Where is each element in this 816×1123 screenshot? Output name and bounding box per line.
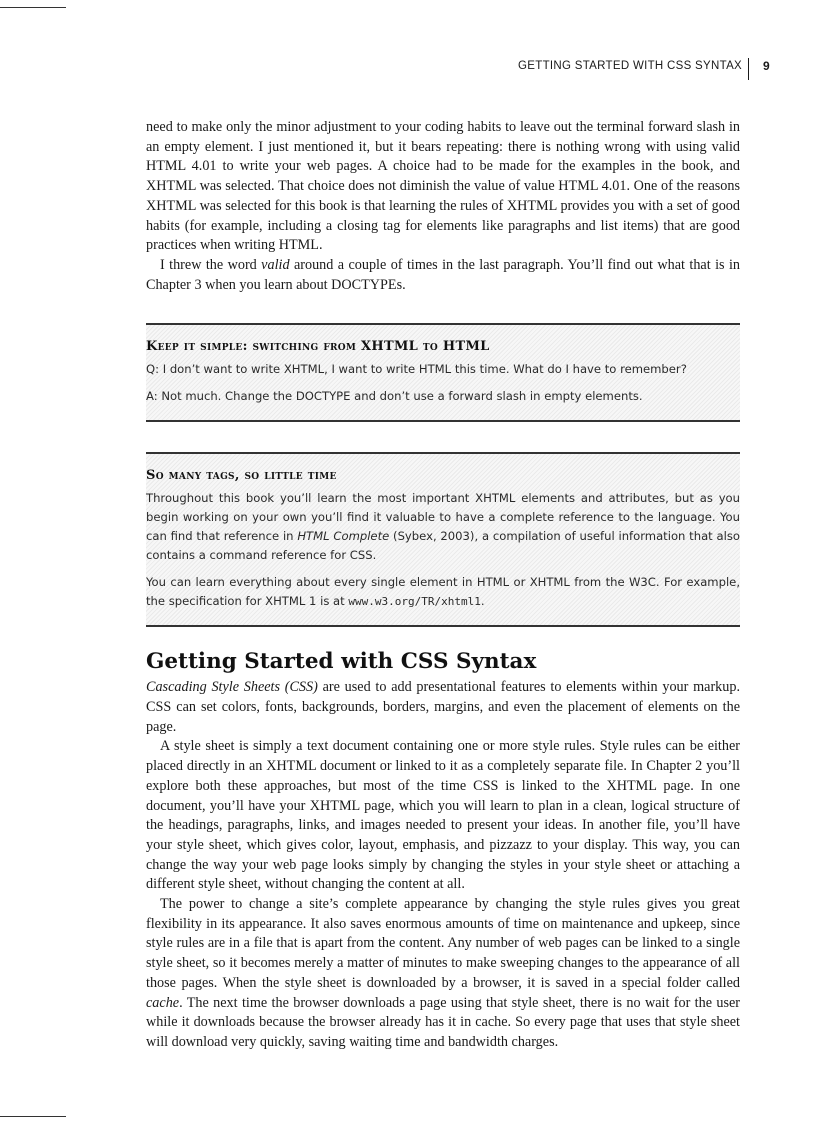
running-header	[518, 52, 770, 80]
sidebar-paragraph-2: You can learn everything about every single element in HTML or XHTML from the W3C. For example, the specification for XHTML 1 is at www.w3.org/TR/xhtml1.	[146, 575, 740, 609]
crop-mark-top	[0, 7, 66, 8]
sidebar-so-many-tags	[146, 452, 740, 627]
intro-paragraph-1: need to make only the minor adjustment to your coding habits to leave out the terminal forward slash in an empty element. I just mentioned it, but it bears repeating: there is nothing wrong with using valid HTML 4.01 to write your web pages. A choice had to be made for the examples in the book, and XHTML was selected. That choice does not diminish the value of value HTML 4.01. One of the reasons XHTML was selected for this book is that learning the rules of XHTML provides you with a set of good habits (for example, including a closing tag for elements like paragraphs and list items) that are good practices when writing HTML.	[146, 119, 740, 254]
section-heading: Getting Started with CSS Syntax	[146, 649, 537, 675]
emphasis-cache: cache	[146, 994, 180, 1011]
book-title: HTML Complete	[297, 529, 390, 544]
sidebar-question: Q: I don’t want to write XHTML, I want to write HTML this time. What do I have to remember?	[146, 362, 687, 377]
emphasis-css: Cascading Style Sheets (CSS)	[146, 679, 318, 696]
intro-paragraph-2: I threw the word valid around a couple of times in the last paragraph. You’ll find out what that is in Chapter 3 when you learn about DOCTYPEs.	[146, 256, 740, 293]
sidebar-paragraph-1: Throughout this book you’ll learn the most important XHTML elements and attributes, but as you begin working on your own you’ll find it valuable to have a complete reference to the language. You can find that reference in HTML Complete (Sybex, 2003), a compilation of useful information that also contains a command reference for CSS.	[146, 491, 740, 563]
sidebar-keep-it-simple	[146, 323, 740, 422]
section-paragraph-2: A style sheet is simply a text document containing one or more style rules. Style rules can be either placed directly in an XHTML document or linked to it as a completely separate file. In Chapter 2 you’ll explore both these approaches, but most of the time CSS is linked to the XHTML page. In one document, you’ll have your XHTML page, which you will learn to plan in a clean, logical structure of the headings, paragraphs, links, and images needed to present your ideas. In another file, you’ll have your style sheet, which gives color, layout, emphasis, and pizzazz to your display. This way, you can change the way your web page looks simply by changing the styles in your style sheet or attaching a different style sheet, without changing the content at all.	[146, 738, 740, 893]
crop-mark-bottom	[0, 1116, 66, 1117]
page-content	[146, 118, 740, 1053]
sidebar-title: So many tags, so little time	[146, 468, 337, 484]
page-number: 9	[763, 59, 770, 73]
section-paragraph-1: Cascading Style Sheets (CSS) are used to add presentational features to elements within your markup. CSS can set colors, fonts, backgrounds, borders, margins, and even the placement of elements on the page.	[146, 679, 741, 735]
sidebar-answer: A: Not much. Change the DOCTYPE and don’t use a forward slash in empty elements.	[146, 389, 643, 404]
sidebar-title: Keep it simple: switching from XHTML to HTML	[146, 339, 490, 355]
running-title: GETTING STARTED WITH CSS SYNTAX	[518, 60, 743, 72]
w3c-url: www.w3.org/TR/xhtml1	[348, 595, 481, 609]
section-paragraph-3: The power to change a site’s complete appearance by changing the style rules gives you great flexibility in its appearance. It also saves enormous amounts of time on maintenance and upkeep, since style rules are in a file that is apart from the content. Any number of web pages can be linked to a single style sheet, so it becomes merely a matter of minutes to make sweeping changes to the appearance of all those pages. When the style sheet is downloaded by a browser, it is saved in a special folder called cache. The next time the browser downloads a page using that style sheet, there is no wait for the user while it downloads because the browser already has it in cache. So every page that uses that style sheet will download very quickly, saving waiting time and bandwidth charges.	[146, 896, 740, 1050]
emphasis-valid: valid	[261, 256, 290, 273]
